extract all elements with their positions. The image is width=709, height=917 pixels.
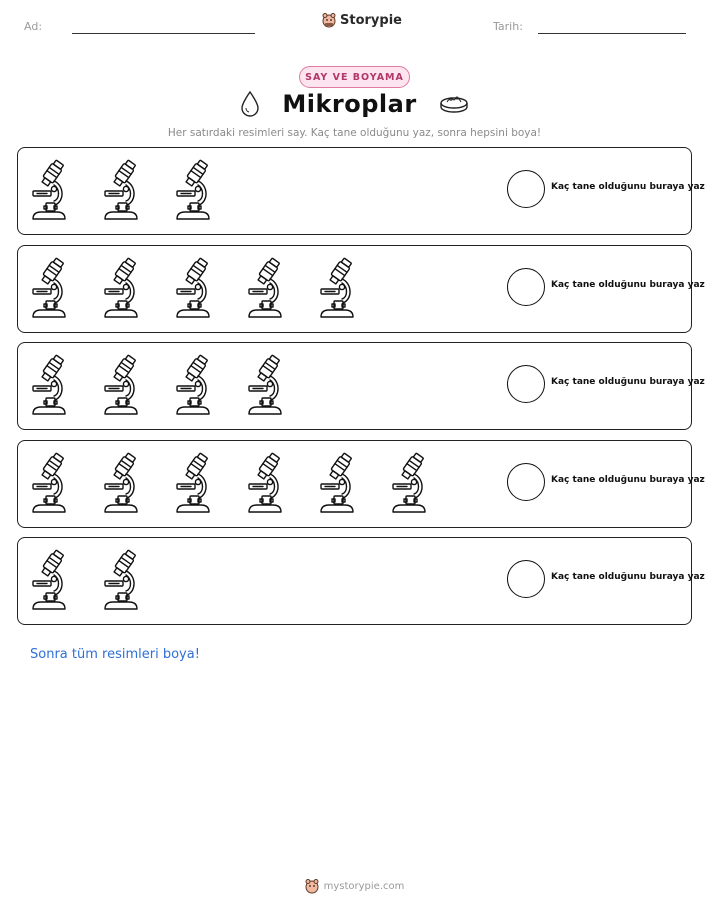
microscope-icon	[246, 257, 284, 321]
row-icons	[30, 343, 284, 429]
instructions: Her satırdaki resimleri say. Kaç tane olduğunu yaz, sonra hepsini boya!	[167, 127, 542, 139]
microscope-icon	[30, 354, 68, 418]
microscope-icon	[102, 159, 140, 223]
answer-circle[interactable]	[507, 463, 545, 501]
answer-label: Kaç tane olduğunu buraya yaz	[551, 377, 705, 387]
page-title: Mikroplar	[282, 90, 417, 118]
microscope-icon	[246, 452, 284, 516]
footer	[0, 878, 709, 894]
date-field[interactable]	[538, 33, 686, 34]
drop-icon	[240, 90, 260, 118]
count-row-2	[17, 245, 705, 333]
answer-label: Kaç tane olduğunu buraya yaz	[551, 572, 705, 582]
microscope-icon	[102, 257, 140, 321]
microscope-icon	[30, 257, 68, 321]
microscope-icon	[102, 354, 140, 418]
brand-name: Storypie	[340, 12, 402, 28]
storypie-logo-icon	[322, 12, 336, 28]
count-row-3	[17, 342, 705, 430]
microscope-icon	[174, 159, 212, 223]
row-icons	[30, 538, 140, 624]
answer-label: Kaç tane olduğunu buraya yaz	[551, 182, 705, 192]
footer-instruction: Sonra tüm resimleri boya!	[30, 647, 200, 662]
microscope-icon	[30, 549, 68, 613]
row-icons	[30, 441, 428, 527]
microscope-icon	[174, 257, 212, 321]
answer-circle[interactable]	[507, 268, 545, 306]
worksheet-type-badge: SAY VE BOYAMA	[299, 66, 410, 88]
date-label: Tarih:	[493, 20, 523, 33]
answer-label: Kaç tane olduğunu buraya yaz	[551, 280, 705, 290]
microscope-icon	[318, 257, 356, 321]
answer-label: Kaç tane olduğunu buraya yaz	[551, 475, 705, 485]
answer-circle[interactable]	[507, 170, 545, 208]
microscope-icon	[30, 452, 68, 516]
microscope-icon	[246, 354, 284, 418]
count-row-5	[17, 537, 705, 625]
microscope-icon	[174, 354, 212, 418]
brand-logo	[322, 12, 402, 28]
name-field[interactable]	[72, 33, 255, 34]
microscope-icon	[174, 452, 212, 516]
count-row-4	[17, 440, 705, 528]
microscope-icon	[390, 452, 428, 516]
name-label: Ad:	[24, 20, 43, 33]
title-row	[0, 90, 709, 118]
microscope-icon	[102, 452, 140, 516]
storypie-logo-icon	[305, 878, 319, 894]
answer-circle[interactable]	[507, 560, 545, 598]
microscope-icon	[318, 452, 356, 516]
petri-dish-icon	[439, 91, 469, 117]
answer-circle[interactable]	[507, 365, 545, 403]
microscope-icon	[30, 159, 68, 223]
microscope-icon	[102, 549, 140, 613]
footer-site: mystorypie.com	[323, 880, 405, 892]
count-row-1	[17, 147, 705, 235]
row-icons	[30, 148, 212, 234]
row-icons	[30, 246, 356, 332]
